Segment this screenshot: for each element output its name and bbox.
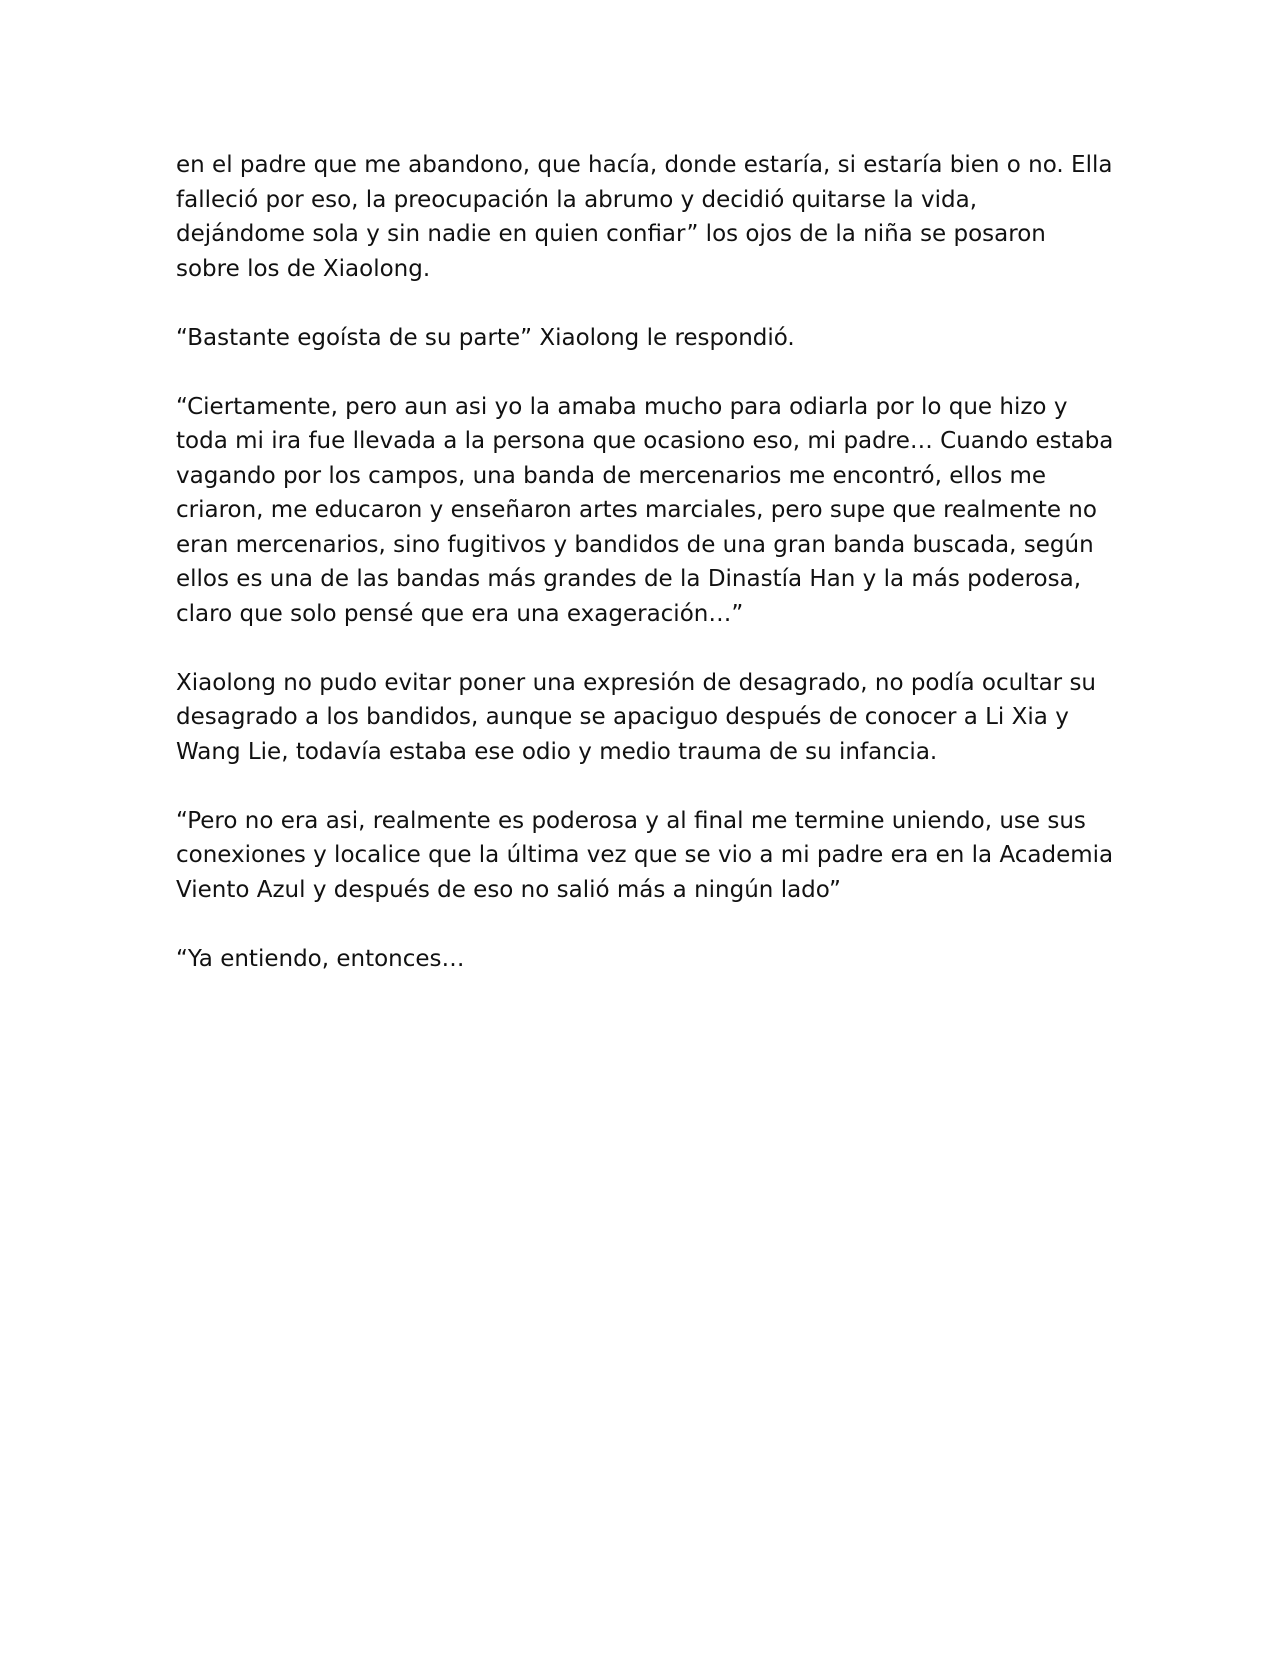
text-line: toda mi ira fue llevada a la persona que ocasiono eso, mi padre… Cuando estaba [176, 428, 1114, 454]
text-line: “Bastante egoísta de su parte” Xiaolong le respondió. [176, 324, 795, 351]
text-line: eran mercenarios, sino fugitivos y bandidos de una gran banda buscada, según [176, 531, 1094, 558]
text-line: “Ya entiendo, entonces… [176, 945, 465, 972]
text-line: Viento Azul y después de eso no salió más a ningún lado” [176, 876, 841, 903]
paragraph-6 [176, 942, 1126, 977]
text-line: conexiones y localice que la última vez que se vio a mi padre era en la Academia [176, 842, 1114, 868]
paragraph-4 [176, 666, 1126, 770]
paragraph-3 [176, 390, 1126, 632]
text-line: sobre los de Xiaolong. [176, 255, 431, 282]
text-line: claro que solo pensé que era una exageración…” [176, 600, 744, 627]
text-line: vagando por los campos, una banda de mercenarios me encontró, ellos me [176, 462, 1047, 489]
text-line: “Pero no era asi, realmente es poderosa y al final me termine uniendo, use sus [176, 807, 1086, 834]
text-line: en el padre que me abandono, que hacía, donde estaría, si estaría bien o no. Ella [176, 152, 1113, 178]
text-line: “Ciertamente, pero aun asi yo la amaba mucho para odiarla por lo que hizo y [176, 393, 1068, 420]
text-line: dejándome sola y sin nadie en quien confiar” los ojos de la niña se posaron [176, 221, 1046, 247]
paragraph-2 [176, 321, 1126, 356]
text-line: Xiaolong no pudo evitar poner una expresión de desagrado, no podía ocultar su [176, 669, 1097, 696]
text-line: falleció por eso, la preocupación la abrumo y decidió quitarse la vida, [176, 186, 978, 213]
text-line: criaron, me educaron y enseñaron artes marciales, pero supe que realmente no [176, 497, 1097, 523]
paragraph-1 [176, 148, 1126, 286]
paragraph-5 [176, 804, 1126, 908]
text-line: desagrado a los bandidos, aunque se apaciguo después de conocer a Li Xia y [176, 704, 1069, 730]
text-line: ellos es una de las bandas más grandes de la Dinastía Han y la más poderosa, [176, 566, 1082, 592]
text-line: Wang Lie, todavía estaba ese odio y medio trauma de su infancia. [176, 738, 938, 765]
document-body [176, 148, 1126, 1011]
